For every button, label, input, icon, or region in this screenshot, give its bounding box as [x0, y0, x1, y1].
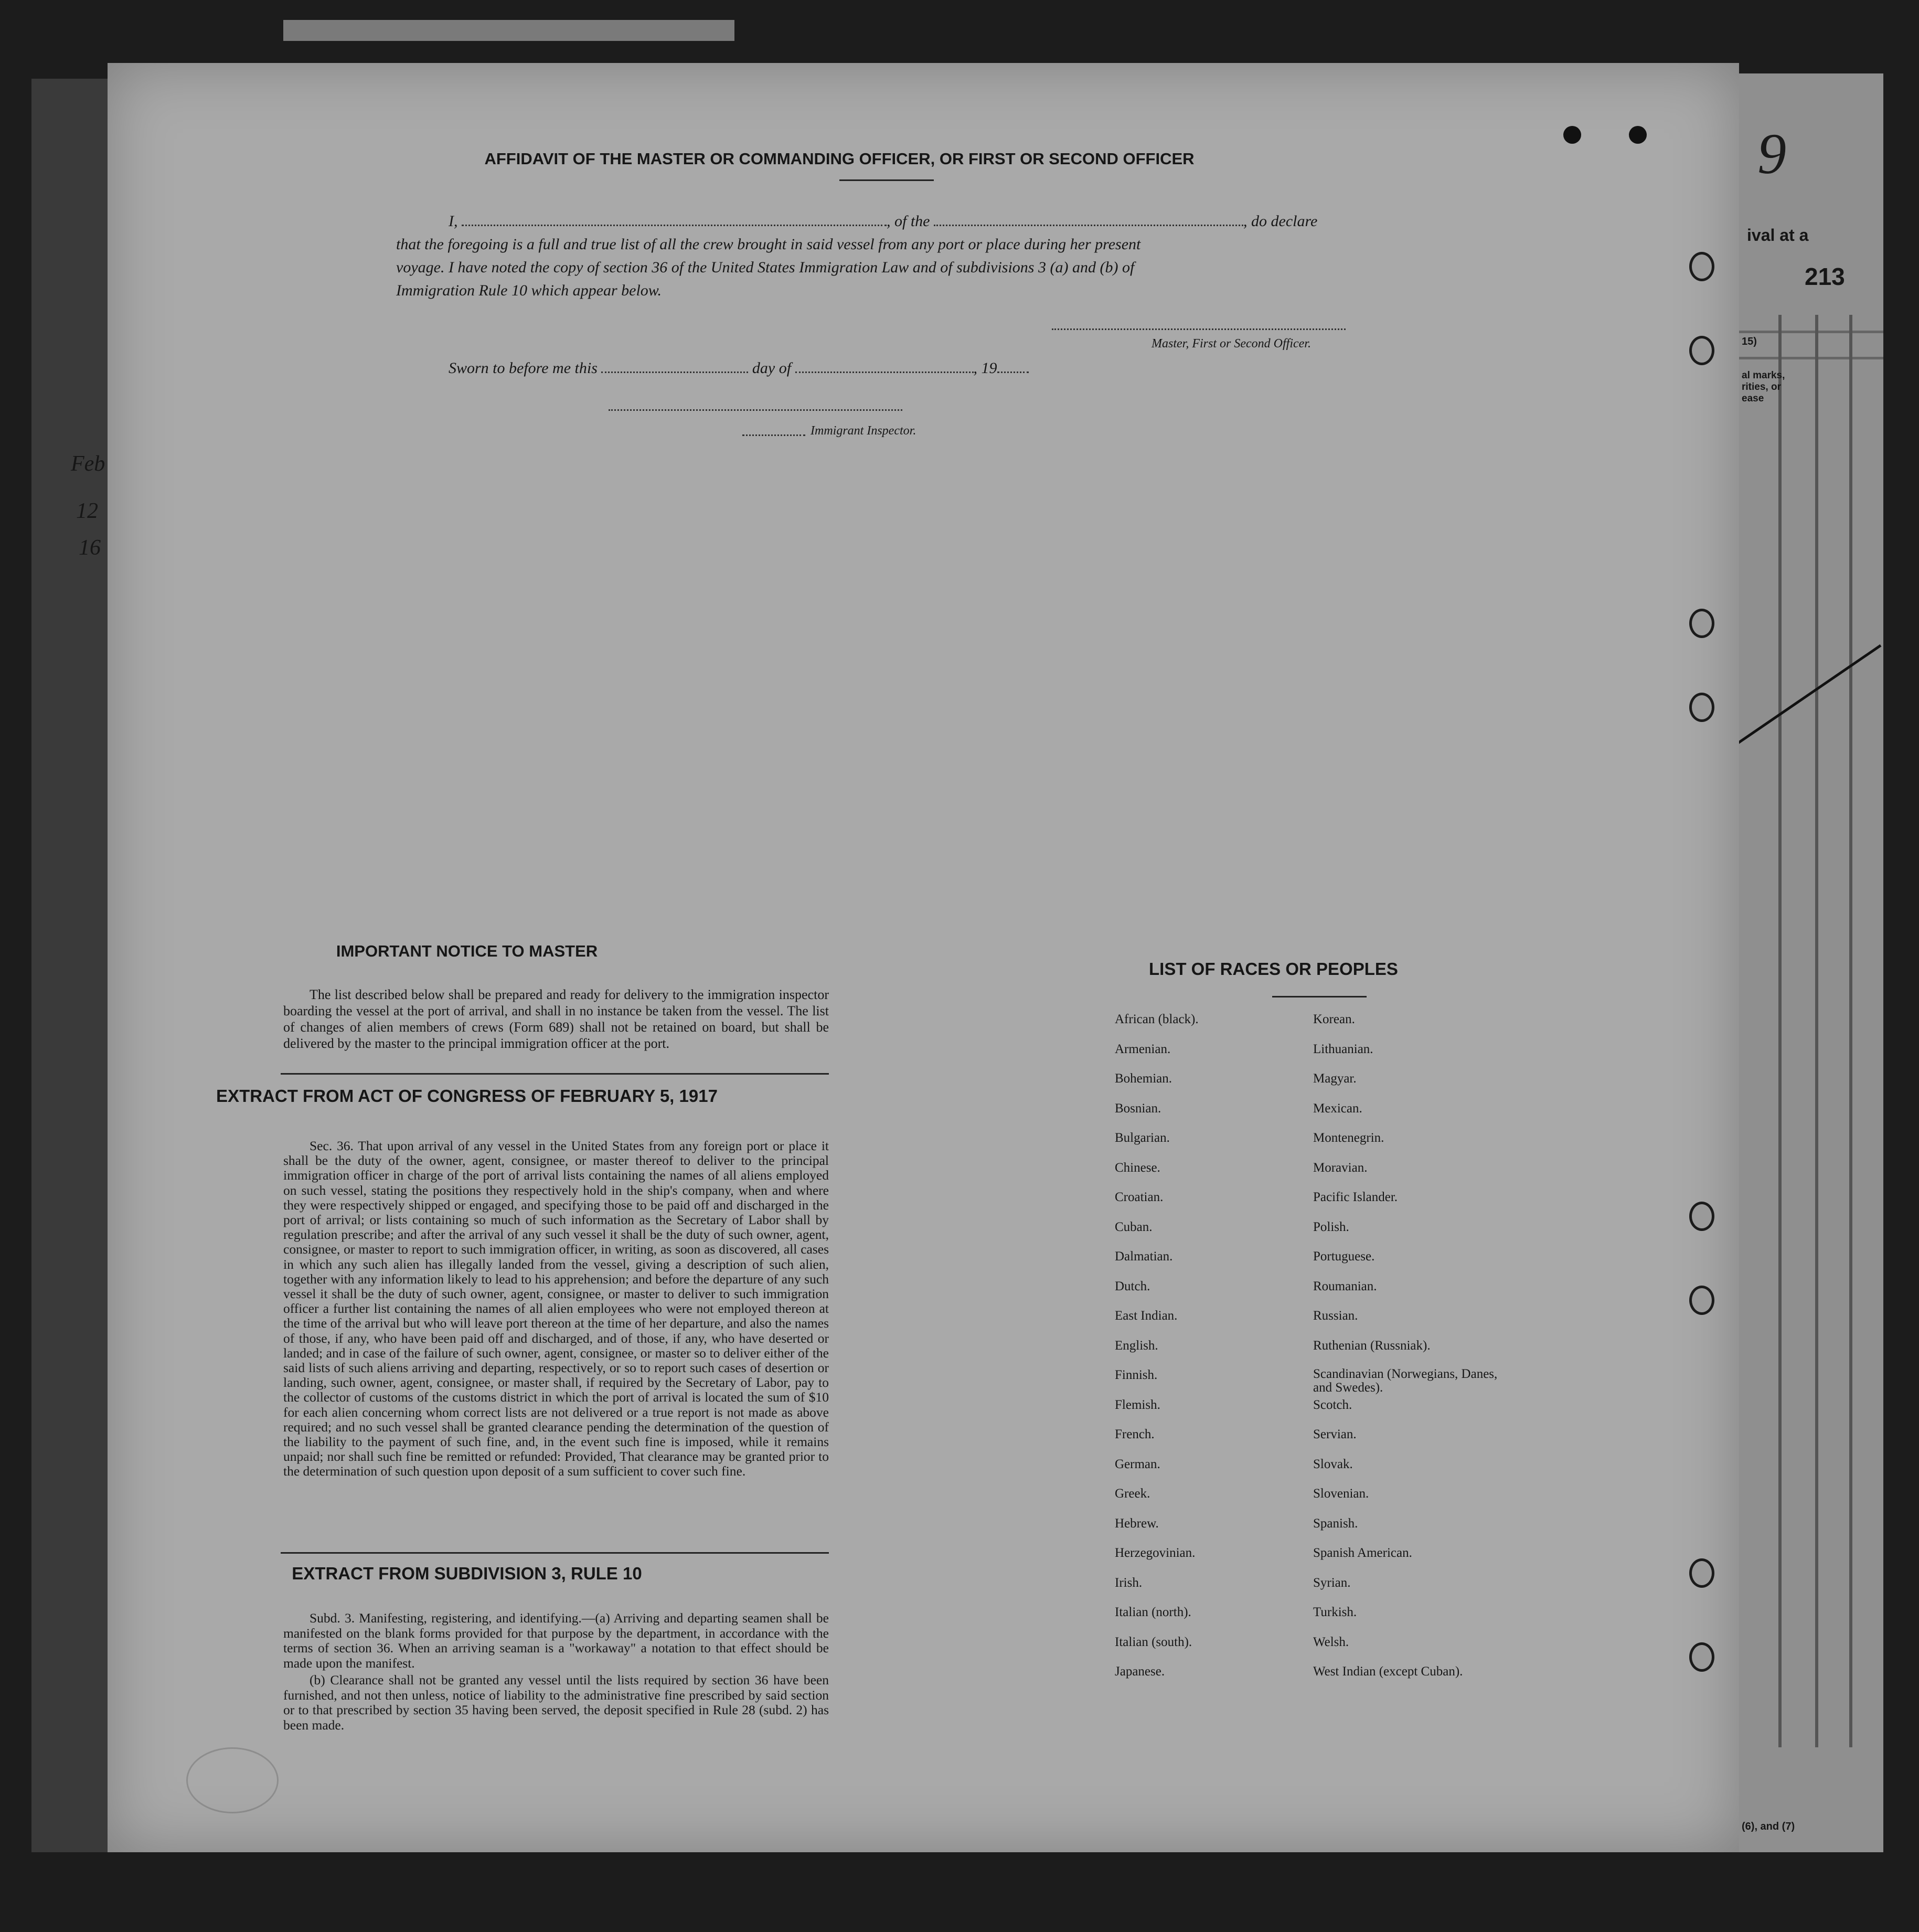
underlying-col-label: 15) [1742, 336, 1757, 347]
race-item: Croatian. [1115, 1190, 1164, 1204]
race-item: German. [1115, 1457, 1160, 1471]
sworn-line [449, 359, 1029, 377]
race-item: Pacific Islander. [1313, 1190, 1398, 1204]
underlying-page-number: 213 [1805, 263, 1845, 290]
race-item: Roumanian. [1313, 1279, 1377, 1293]
affidavit-line2: that the foregoing is a full and true list of all the crew brought in said vessel from any port or place during her present [396, 236, 1141, 253]
race-item: Turkish. [1313, 1605, 1357, 1619]
punch-hole-1 [1563, 126, 1581, 144]
master-signature-blank[interactable] [1052, 328, 1346, 330]
race-item: Scotch. [1313, 1397, 1352, 1412]
sworn-month-blank[interactable] [795, 371, 974, 373]
race-item: West Indian (except Cuban). [1313, 1664, 1463, 1679]
affidavit-line1 [449, 213, 1317, 230]
race-item: Spanish. [1313, 1516, 1358, 1531]
race-item: Servian. [1313, 1427, 1357, 1441]
race-item: Italian (north). [1115, 1605, 1191, 1619]
left-binding-edge [31, 79, 110, 1852]
race-item: Spanish American. [1313, 1546, 1412, 1560]
race-item: Bosnian. [1115, 1101, 1161, 1116]
race-item: Syrian. [1313, 1575, 1351, 1590]
race-item: Finnish. [1115, 1368, 1158, 1382]
underlying-footer-fragment: (6), and (7) [1742, 1821, 1795, 1832]
important-notice-heading: IMPORTANT NOTICE TO MASTER [336, 942, 598, 960]
race-item: Bohemian. [1115, 1071, 1172, 1086]
race-item: Moravian. [1313, 1160, 1368, 1175]
binder-ring-hole-8 [1689, 1642, 1714, 1672]
extract-rule-rule [281, 1552, 829, 1554]
extract-rule-text-b: (b) Clearance shall not be granted any vessel until the lists required by section 36 have been furnished, and not then unless, notice of liability to the administrative fine prescribed by said section or to that prescribed by section 35 having been served, the deposit specified in Rule 28 (subd. 2) has been made. [283, 1672, 829, 1733]
binder-ring-hole-3 [1689, 609, 1714, 638]
inspector-caption: Immigrant Inspector. [811, 424, 916, 438]
faint-stamp-mark [186, 1747, 279, 1813]
race-item: Scandinavian (Norwegians, Danes, and Swedes). [1313, 1367, 1498, 1395]
race-item: Portuguese. [1313, 1249, 1375, 1264]
sworn-year-blank[interactable] [997, 371, 1029, 373]
sworn-day-of: day of [752, 359, 792, 377]
sworn-day-blank[interactable] [601, 371, 748, 373]
race-item: Lithuanian. [1313, 1042, 1373, 1056]
race-item: Dalmatian. [1115, 1249, 1173, 1264]
affidavit-title: AFFIDAVIT OF THE MASTER OR COMMANDING OFFICER, OR FIRST OR SECOND OFFICER [484, 150, 1195, 168]
race-item: Bulgarian. [1115, 1131, 1170, 1145]
vessel-blank[interactable] [934, 225, 1243, 226]
race-item: Russian. [1313, 1309, 1358, 1323]
binder-ring-hole-1 [1689, 252, 1714, 281]
affidavit-line3: voyage. I have noted the copy of section 36 of the United States Immigration Law and of subdivisions 3 (a) and (b) of [396, 259, 1135, 276]
important-notice-text: The list described below shall be prepared and ready for delivery to the immigration inspector boarding the vessel at the port of arrival, and shall in no instance be taken from the vessel. The list of changes of alien members of crews (Form 689) shall not be retained on board, but shall be delivered by the master to the principal immigration officer at the port. [283, 987, 829, 1051]
binder-ring-hole-4 [1689, 693, 1714, 722]
race-item: French. [1115, 1427, 1155, 1441]
race-item: Herzegovinian. [1115, 1546, 1196, 1560]
inspector-leader [742, 434, 805, 436]
race-item: Montenegrin. [1313, 1131, 1384, 1145]
extract-rule-text-a: Subd. 3. Manifesting, registering, and identifying.—(a) Arriving and departing seamen shall be manifested on the blank forms provided for that purpose by the department, in accordance with the terms of section 36. When an arriving seaman is a "workaway" a notation to that effect should be made upon the manifest. [283, 1610, 829, 1671]
race-item: Magyar. [1313, 1071, 1357, 1086]
race-item: Cuban. [1115, 1219, 1153, 1234]
race-item: Welsh. [1313, 1634, 1349, 1649]
race-item: Armenian. [1115, 1042, 1171, 1056]
underlying-col-desc: al marks, rities, or ease [1742, 370, 1785, 404]
binder-ring-hole-2 [1689, 336, 1714, 365]
handwritten-page-number: 9 [1757, 122, 1786, 186]
race-item: Polish. [1313, 1219, 1349, 1234]
race-item: Ruthenian (Russniak). [1313, 1338, 1431, 1353]
extract-rule-heading: EXTRACT FROM SUBDIVISION 3, RULE 10 [292, 1564, 642, 1583]
name-blank[interactable] [462, 225, 887, 226]
race-item: Mexican. [1313, 1101, 1362, 1116]
races-underline [1272, 996, 1367, 997]
line1-declare: , do declare [1243, 213, 1318, 230]
inspector-signature-blank[interactable] [609, 409, 902, 411]
margin-note-3: 16 [79, 536, 101, 560]
binder-ring-hole-5 [1689, 1202, 1714, 1231]
diagonal-strike-line [1726, 567, 1883, 756]
master-caption: Master, First or Second Officer. [1152, 337, 1311, 351]
race-item: Dutch. [1115, 1279, 1150, 1293]
race-item: Flemish. [1115, 1397, 1160, 1412]
sworn-year: , 19 [973, 359, 997, 377]
races-heading: LIST OF RACES OR PEOPLES [1149, 959, 1398, 979]
margin-note-2: 12 [76, 499, 98, 523]
title-underline [839, 179, 934, 181]
race-item: Slovenian. [1313, 1487, 1369, 1501]
line1-i: I, [449, 213, 458, 230]
binder-ring-hole-6 [1689, 1286, 1714, 1315]
race-item: African (black). [1115, 1012, 1199, 1026]
races-col-1 [1115, 1012, 1304, 1694]
top-torn-edge [283, 20, 734, 41]
race-item: Greek. [1115, 1487, 1150, 1501]
extract-act-text: Sec. 36. That upon arrival of any vessel in the United States from any foreign port or place it shall be the duty of the owner, agent, consignee, or master thereof to deliver to the principal immigration officer in charge of the port of arrival lists containing the names of all aliens employed on such vessel, stating the positions they respectively hold in the ship's company, when and where they were respectively shipped or engaged, and specifying those to be paid off and discharged in the port of arrival; or lists containing so much of such information as the Secretary of Labor shall by regulation prescribe; and after the arrival of any such vessel it shall be the duty of such owner, agent, consignee, or master to report to such immigration officer, in writing, as soon as discovered, all cases in which any such alien has illegally landed from the vessel, giving a description of such alien, together with any information likely to lead to his apprehension; and before the departure of any such vessel it shall be the duty of such owner, agent, consignee, or master to deliver to such immigration officer a further list containing the names of all alien employees who were not employed thereon at the time of the arrival but who will leave port thereon at the time of her departure, and also the names of those, if any, who have been paid off and discharged, and of those, if any, who have deserted or landed; and in case of the failure of such owner, agent, consignee, or master so to deliver either of the said lists of such aliens arriving and departing, respectively, or so to report such cases of desertion or landing, such owner, agent, consignee, or master shall, if required by the Secretary of Labor, pay to the collector of customs of the customs district in which the port of arrival is located the sum of $10 for each alien concerning whom correct lists are not delivered or a true report is not made as above required; and no such vessel shall be granted clearance pending the determination of the question of the liability to the payment of such fine, and, in the event such fine is imposed, while it remains unpaid; nor shall such fine be remitted or refunded: Provided, That clearance may be granted prior to the determination of such question upon deposit of a sum sufficient to cover such fine. [283, 1138, 829, 1479]
race-item: Irish. [1115, 1575, 1143, 1590]
affidavit-line4: Immigration Rule 10 which appear below. [396, 282, 662, 299]
extract-act-heading: EXTRACT FROM ACT OF CONGRESS OF FEBRUARY 5, 1917 [216, 1086, 718, 1106]
race-item: Korean. [1313, 1012, 1355, 1026]
race-item: English. [1115, 1338, 1158, 1353]
extract-act-rule [281, 1073, 829, 1075]
margin-note-1: Feb [71, 452, 105, 476]
races-col-2 [1313, 1012, 1512, 1694]
affidavit-sheet [71, 63, 1739, 1852]
binder-ring-hole-7 [1689, 1558, 1714, 1588]
race-item: Italian (south). [1115, 1634, 1192, 1649]
race-item: Chinese. [1115, 1160, 1160, 1175]
line1-of-the: , of the [887, 213, 930, 230]
race-item: Slovak. [1313, 1457, 1353, 1471]
sworn-prefix: Sworn to before me this [449, 359, 598, 377]
underlying-manifest-page [1726, 73, 1883, 1852]
race-item: East Indian. [1115, 1309, 1178, 1323]
punch-hole-2 [1629, 126, 1647, 144]
underlying-header-fragment: ival at a [1747, 226, 1809, 245]
race-item: Hebrew. [1115, 1516, 1159, 1531]
race-item: Japanese. [1115, 1664, 1165, 1679]
